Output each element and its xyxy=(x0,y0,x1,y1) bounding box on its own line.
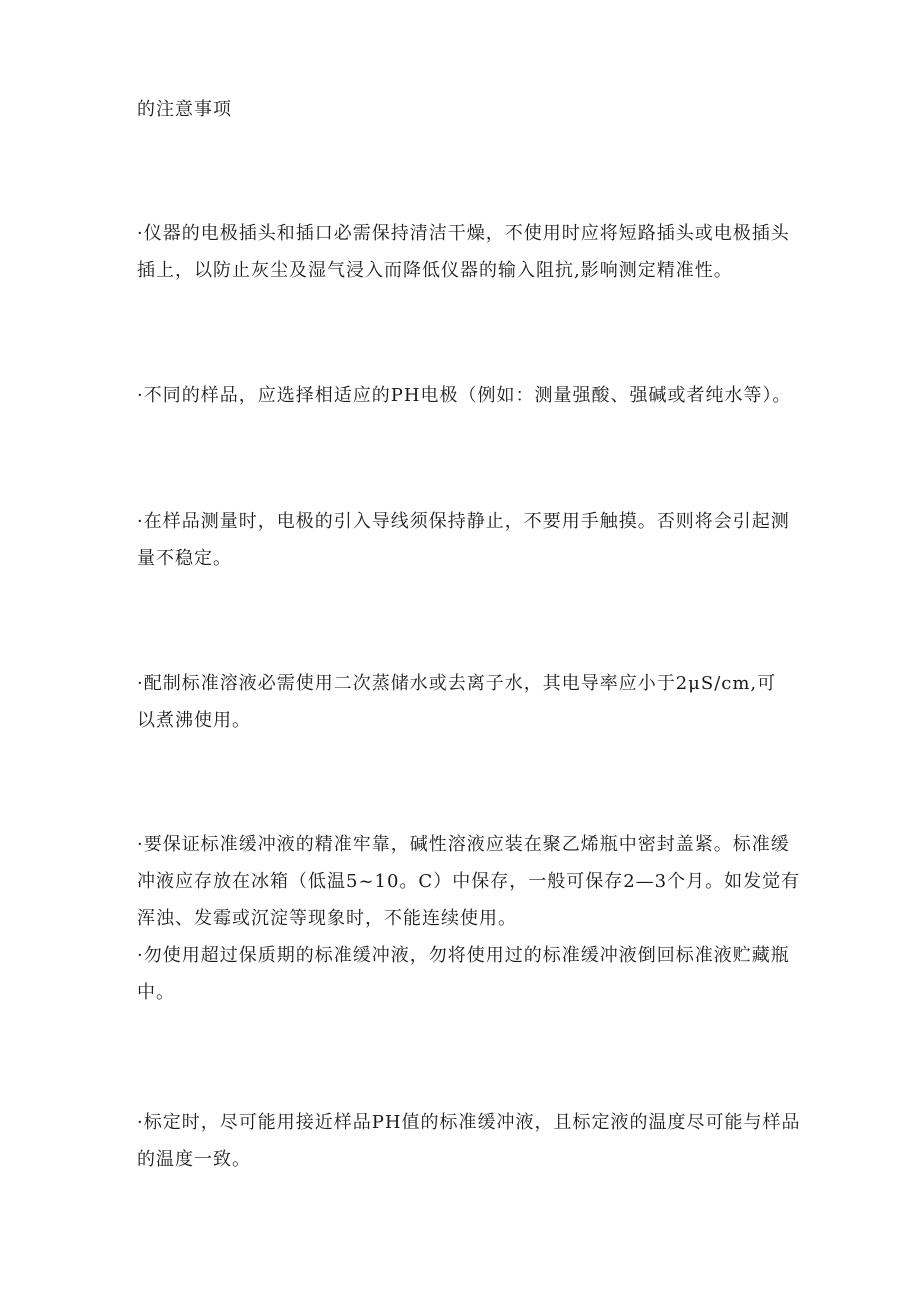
paragraph-line: ·不同的样品，应选择相适应的PH电极（例如：测量强酸、强碱或者纯水等）。 xyxy=(137,385,792,406)
paragraph-line: 以煮沸使用。 xyxy=(137,710,251,731)
paragraph-line: 插上，以防止灰尘及湿气浸入而降低仪器的输入阻抗,影响测定精准性。 xyxy=(137,260,733,281)
paragraph-line: ·要保证标准缓冲液的精准牢靠，碱性溶液应装在聚乙烯瓶中密封盖紧。标准缓 xyxy=(137,834,790,855)
paragraph-line: ·配制标准溶液必需使用二次蒸储水或去离子水，其电导率应小于2μS/cm,可 xyxy=(137,673,777,694)
paragraph-line: 浑浊、发霉或沉淀等现象时，不能连续使用。 xyxy=(137,908,517,929)
paragraph-line: ·勿使用超过保质期的标准缓冲液，勿将使用过的标准缓冲液倒回标准液贮藏瓶 xyxy=(137,945,790,966)
paragraph-line: ·标定时，尽可能用接近样品PH值的标准缓冲液，且标定液的温度尽可能与样品 xyxy=(137,1112,801,1133)
paragraph-line: 中。 xyxy=(137,982,175,1003)
paragraph-line: ·在样品测量时，电极的引入导线须保持静止，不要用手触摸。否则将会引起测 xyxy=(137,511,790,532)
paragraph-line: ·仪器的电极插头和插口必需保持清洁干燥，不使用时应将短路插头或电极插头 xyxy=(137,223,790,244)
paragraph-line: 量不稳定。 xyxy=(137,548,232,569)
paragraph-line: 冲液应存放在冰箱（低温5~10。C）中保存，一般可保存2—3个月。如发觉有 xyxy=(137,871,801,892)
section-heading: 的注意事项 xyxy=(137,99,232,120)
paragraph-line: 的温度一致。 xyxy=(137,1149,251,1170)
